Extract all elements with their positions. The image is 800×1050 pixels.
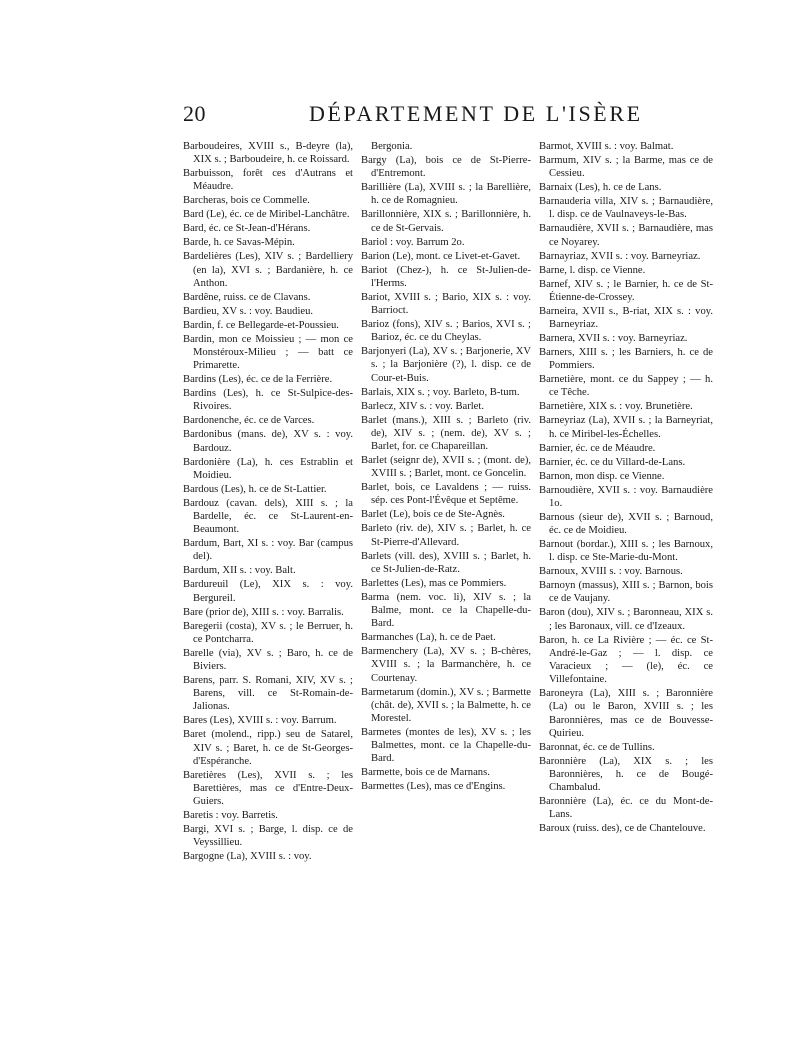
index-entry: Baroux (ruiss. des), ce de Chantelouve.: [539, 823, 706, 835]
column-3: [539, 140, 713, 836]
index-entry: Barboudeires, XVIII s., B-deyre (la), XIX s. ; Barboudeire, h. ce Roissard.: [183, 141, 353, 166]
index-entry: Barlet (Le), bois ce de Ste-Agnès.: [361, 509, 505, 521]
index-entry: Baroneyra (La), XIII s. ; Baronnière (La) ou le Baron, XVIII s. ; les Baronnières, mas ce de Bouvesse-Quirieu.: [539, 688, 713, 739]
index-entry: Bardêne, ruiss. ce de Clavans.: [183, 291, 311, 303]
index-entry: Barne, l. disp. ce Vienne.: [539, 264, 646, 276]
index-entry: Barnaix (Les), h. ce de Lans.: [539, 182, 662, 194]
column-2: [361, 140, 531, 794]
index-entry: Bardous (Les), h. ce de St-Lattier.: [183, 483, 327, 495]
index-entry: Baretis : voy. Barretis.: [183, 810, 278, 822]
index-entry: Barnout (bordar.), XIII s. ; les Barnoux, l. disp. ce Ste-Marie-du-Mont.: [539, 539, 713, 564]
index-entry: Barnera, XVII s. : voy. Barneyriaz.: [539, 333, 688, 345]
index-entry: Barneira, XVII s., B-riat, XIX s. : voy. Barneyriaz.: [539, 305, 713, 331]
index-entry: Barcheras, bois ce Commelle.: [183, 195, 310, 207]
index-entry: Barnoyn (massus), XIII s. ; Barnon, bois ce de Vaujany.: [539, 580, 713, 605]
index-entry: Baretières (Les), XVII s. ; les Barettières, mas ce d'Entre-Deux-Guiers.: [183, 769, 353, 808]
index-entry: Barma (nem. voc. li), XIV s. ; la Balme, mont. ce la Chapelle-du-Bard.: [361, 591, 531, 630]
index-entry: Bergonia.: [371, 141, 413, 152]
index-entry: Bardouz (cavan. dels), XIII s. ; la Bardelle, éc. ce St-Laurent-en-Beaumont.: [183, 497, 353, 536]
index-entry: Bardin, mon ce Moissieu ; — mon ce Monstéroux-Milieu ; — batt ce Primarette.: [183, 333, 353, 372]
index-entry: Bardelières (Les), XIV s. ; Bardelliery (en la), XVI s. ; Bardanière, h. ce Anthon.: [183, 251, 353, 289]
index-entry: Barnayriaz, XVII s. : voy. Barneyriaz.: [539, 250, 701, 262]
index-entry: Bardum, XII s. : voy. Balt.: [183, 565, 296, 577]
index-entry: Barmetes (montes de les), XV s. ; les Balmettes, mont. ce la Chapelle-du-Bard.: [361, 727, 531, 765]
index-entry: Bargogne (La), XVIII s. : voy.: [183, 851, 312, 863]
index-entry: Bard, éc. ce St-Jean-d'Hérans.: [183, 223, 311, 235]
running-title: DÉPARTEMENT DE L'ISÈRE: [309, 101, 643, 126]
index-entry: Barnetière, mont. ce du Sappey ; — h. ce Têche.: [539, 374, 713, 399]
index-entry: Bariot (Chez-), h. ce St-Julien-de-l'Herms.: [361, 264, 531, 289]
index-entry: Barmanches (La), h. ce de Paet.: [361, 632, 496, 644]
index-entry: Barmum, XIV s. ; la Barme, mas ce de Cessieu.: [539, 155, 713, 180]
index-entry: Barleto (riv. de), XIV s. ; Barlet, h. ce St-Pierre-d'Allevard.: [361, 523, 531, 548]
index-entry: Barens, parr. S. Romani, XIV, XV s. ; Barens, vill. ce St-Romain-de-Jalionas.: [183, 675, 353, 713]
index-entry: Bardonenche, éc. ce de Varces.: [183, 415, 315, 427]
index-entry: Bariol : voy. Barrum 2o.: [361, 236, 465, 248]
index-entry: Barnetière, XIX s. : voy. Brunetière.: [539, 401, 693, 413]
index-entry: Barmette, bois ce de Marnans.: [361, 767, 490, 779]
index-entry: Barlais, XIX s. ; voy. Barleto, B-tum.: [361, 386, 520, 398]
page-number: 20: [183, 101, 206, 126]
index-entry: Baronnière (La), XIX s. ; les Baronnières, h. ce de Bougé-Chambalud.: [539, 755, 713, 794]
index-entry: Barde, h. ce Savas-Mépin.: [183, 237, 295, 249]
index-entry: Barioz (fons), XIV s. ; Barios, XVI s. ; Barioz, éc. ce du Cheylas.: [361, 319, 531, 344]
index-entry: Barnier, éc. ce du Villard-de-Lans.: [539, 456, 686, 468]
index-entry: Barlet (mans.), XIII s. ; Barleto (riv. de), XIV s. ; (nem. de), XV s. ; Barlet, for. ce Chapareillan.: [361, 414, 531, 453]
index-entry: Barmenchery (La), XV s. ; B-chères, XVIII s. ; la Barmanchère, h. ce Courtenay.: [361, 646, 531, 684]
index-entry: Barmettes (Les), mas ce d'Engins.: [361, 781, 506, 793]
index-entry: Bargy (La), bois ce de St-Pierre-d'Entremont.: [361, 155, 531, 180]
index-entry: Baronnière (La), éc. ce du Mont-de-Lans.: [539, 796, 713, 821]
index-entry: Bare (prior de), XIII s. : voy. Barralis.: [183, 606, 344, 618]
index-entry: Bargi, XVI s. ; Barge, l. disp. ce de Veyssillieu.: [183, 824, 353, 849]
index-entry: Bardins (Les), h. ce St-Sulpice-des-Rivoires.: [183, 388, 353, 413]
index-entry: Barlettes (Les), mas ce Pommiers.: [361, 577, 507, 589]
index-entry: Bardieu, XV s. : voy. Baudieu.: [183, 305, 314, 317]
index-entry: Baret (molend., ripp.) seu de Satarel, XIV s. ; Baret, h. ce de St-Georges-d'Espéranche.: [183, 729, 353, 767]
index-entry: Barneyriaz (La), XVII s. ; la Barneyriat, h. ce Miribel-les-Échelles.: [539, 415, 713, 440]
index-entry: Bardureuil (Le), XIX s. : voy. Bergureil.: [183, 579, 353, 604]
index-entry: Bardins (Les), éc. ce de la Ferrière.: [183, 374, 333, 386]
index-entry: Bard (Le), éc. ce de Miribel-Lanchâtre.: [183, 209, 350, 221]
index-entry: Barjonyeri (La), XV s. ; Barjonerie, XV s. ; la Barjonière (?), l. disp. ce de Cour-et-Buis.: [361, 346, 531, 384]
index-entry: Baregerii (costa), XV s. ; le Berruer, h. ce Pontcharra.: [183, 620, 353, 645]
index-entry: Barillière (La), XVIII s. ; la Barellière, h. ce de Romagnieu.: [361, 182, 531, 207]
index-entry: Barelle (via), XV s. ; Baro, h. ce de Biviers.: [183, 647, 353, 673]
index-entry: Barnoux, XVIII s. : voy. Barnous.: [539, 566, 683, 578]
index-entry: Bardonibus (mans. de), XV s. : voy. Bardouz.: [183, 429, 353, 454]
index-entry: Barmetarum (domin.), XV s. ; Barmette (chât. de), XVII s. ; la Balmette, h. ce Morestel.: [361, 686, 531, 725]
page-header: [183, 101, 726, 131]
index-entry: Barmot, XVIII s. : voy. Balmat.: [539, 141, 674, 152]
index-entry: Barion (Le), mont. ce Livet-et-Gavet.: [361, 250, 521, 262]
index-entry: Barillonnière, XIX s. ; Barillonnière, h. ce de St-Gervais.: [361, 209, 531, 234]
index-entry: Barnef, XIV s. ; le Barnier, h. ce de St-Étienne-de-Crossey.: [539, 278, 713, 303]
column-1: [183, 140, 353, 864]
index-entry: Barnous (sieur de), XVII s. ; Barnoud, éc. ce de Moidieu.: [539, 511, 713, 537]
index-entry: Barlet (seignr de), XVII s. ; (mont. de), XVIII s. ; Barlet, mont. ce Goncelin.: [361, 455, 531, 480]
index-entry: Bardonière (La), h. ces Estrablin et Moidieu.: [183, 456, 353, 481]
index-entry: Barlecz, XIV s. : voy. Barlet.: [361, 400, 484, 412]
index-entry: Baron (dou), XIV s. ; Baronneau, XIX s. ; les Baronaux, vill. ce d'Izeaux.: [539, 607, 713, 632]
index-entry: Barnoudière, XVII s. : voy. Barnaudière 1o.: [539, 484, 713, 509]
index-entry: Bardin, f. ce Bellegarde-et-Poussieu.: [183, 319, 339, 331]
index-entry: Barnier, éc. ce de Méaudre.: [539, 442, 656, 454]
index-entry: Baronnat, éc. ce de Tullins.: [539, 741, 655, 753]
index-entry: Bardum, Bart, XI s. : voy. Bar (campus del).: [183, 538, 353, 563]
index-entry: Barnauderia villa, XIV s. ; Barnaudière, l. disp. ce de Vaulnaveys-le-Bas.: [539, 196, 713, 221]
index-entry: Bares (Les), XVIII s. : voy. Barrum.: [183, 715, 337, 727]
index-entry: Barbuisson, forêt ces d'Autrans et Méaudre.: [183, 168, 353, 193]
index-entry: Barnon, mon disp. ce Vienne.: [539, 470, 665, 482]
index-entry: Bariot, XVIII s. ; Bario, XIX s. : voy. Barrioct.: [361, 291, 531, 317]
index-entry: Barlets (vill. des), XVIII s. ; Barlet, h. ce St-Julien-de-Ratz.: [361, 550, 531, 575]
index-entry: Baron, h. ce La Rivière ; — éc. ce St-André-le-Gaz ; — l. disp. ce Varacieux ; — (le), éc. ce Villefontaine.: [539, 634, 713, 686]
index-entry: Barnaudière, XVII s. ; Barnaudière, mas ce Noyarey.: [539, 223, 713, 248]
index-entry: Barlet, bois, ce Lavaldens ; — ruiss. sép. ces Pont-l'Évêque et Septême.: [361, 482, 531, 507]
index-entry: Barners, XIII s. ; les Barniers, h. ce de Pommiers.: [539, 347, 713, 372]
